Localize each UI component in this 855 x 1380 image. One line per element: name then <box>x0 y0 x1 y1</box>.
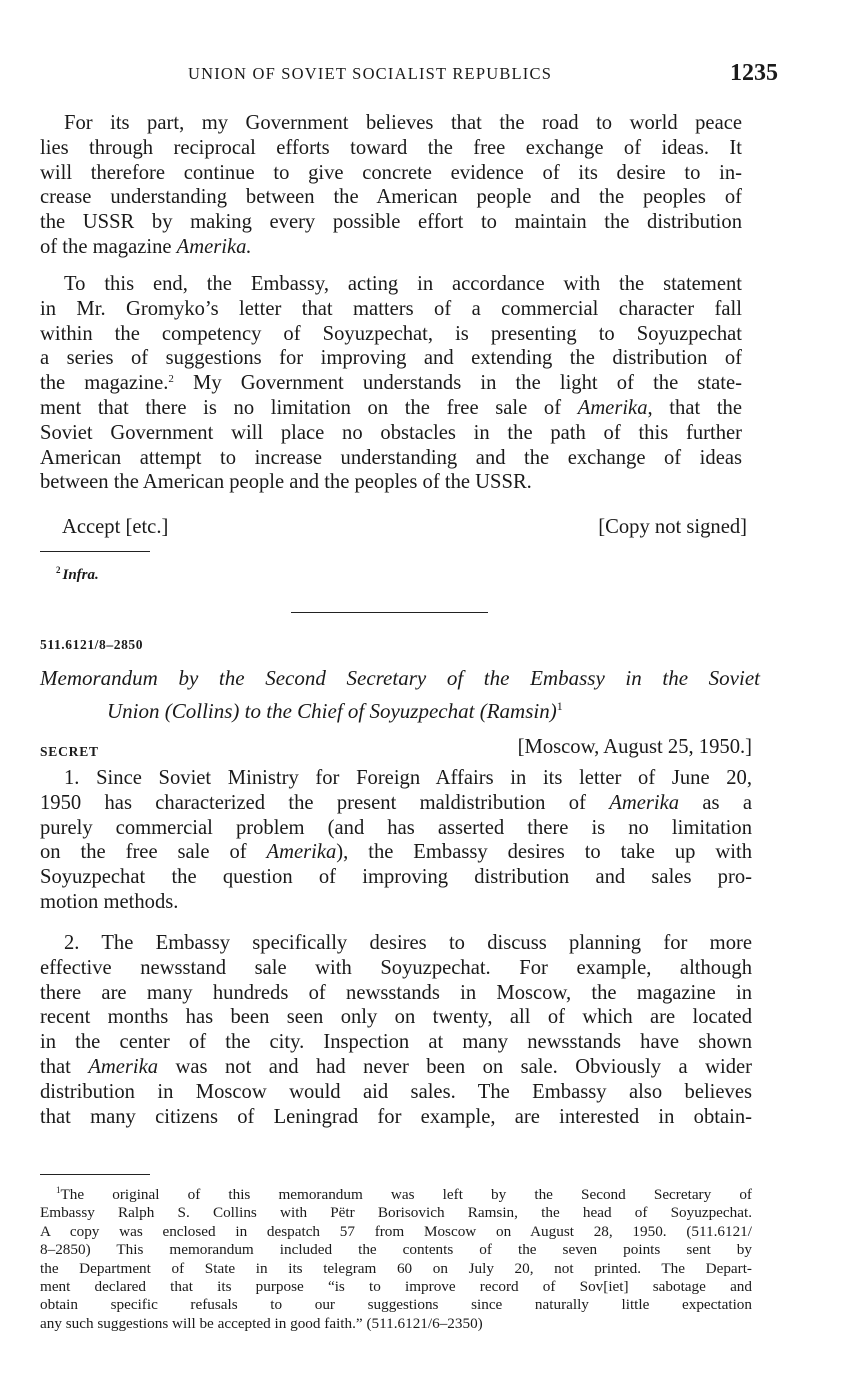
footnote-line: 8–2850) This memorandum included the contents of the seven points sent by <box>40 1241 752 1259</box>
magazine-title: Amerika <box>577 396 648 419</box>
running-title: UNION OF SOVIET SOCIALIST REPUBLICS <box>188 64 553 83</box>
classification-label: SECRET <box>40 744 99 759</box>
text-line: lies through reciprocal efforts toward the free exchange of ideas. It <box>40 136 742 159</box>
footnote-2 <box>56 565 99 584</box>
text-line: crease understanding between the American people and the peoples of <box>40 186 742 209</box>
dateline: [Moscow, August 25, 1950.] <box>517 736 752 758</box>
closing-phrase: Accept [etc.] <box>62 516 169 538</box>
classification-row <box>40 736 752 764</box>
file-number: 511.6121/8–2850 <box>40 637 144 652</box>
text-line: the USSR by making every possible effort to maintain the distribution <box>40 211 742 234</box>
page-number: 1235 <box>730 60 778 86</box>
footnote-line: Embassy Ralph S. Collins with Pëtr Borisovich Ramsin, the head of Soyuzpechat. <box>40 1204 752 1222</box>
text-line: To this end, the Embassy, acting in accordance with the statement <box>64 273 742 295</box>
footnote-line: A copy was enclosed in despatch 57 from Moscow on August 28, 1950. (511.6121/ <box>40 1222 752 1240</box>
text-line: there are many hundreds of newsstands in Moscow, the magazine in <box>40 981 752 1004</box>
text-line: that many citizens of Leningrad for example, are interested in obtain- <box>40 1105 752 1128</box>
signature-note: [Copy not signed] <box>598 516 747 538</box>
footnote-text: Infra. <box>62 567 99 583</box>
text-line: the magazine.$^2$ My Government understands in the light of the state- <box>40 372 742 395</box>
footnote-marker: 1 <box>56 1185 61 1195</box>
closing-row <box>62 516 747 542</box>
text-line: Soviet Government will place no obstacles in the path of this further <box>40 421 742 444</box>
text-line: 2. The Embassy specifically desires to discuss planning for more <box>64 932 752 954</box>
text-line: in the center of the city. Inspection at many newsstands have shown <box>40 1031 752 1054</box>
section-divider <box>291 612 488 613</box>
footnote-divider <box>40 551 150 552</box>
text-line: American attempt to increase understanding and the exchange of ideas <box>40 446 742 469</box>
memo-title <box>40 664 760 725</box>
text-line: between the American people and the peoples of the USSR. <box>40 471 532 494</box>
text-line: effective newsstand sale with Soyuzpechat. For example, although <box>40 956 752 979</box>
letter-paragraph-1 <box>40 111 742 260</box>
magazine-title: Amerika <box>609 791 680 814</box>
footnote-line: any such suggestions will be accepted in good faith.” (511.6121/6–2350) <box>40 1314 483 1332</box>
text-line: will therefore continue to give concrete evidence of its desire to in- <box>40 161 742 184</box>
footnote-reference: 1 <box>556 699 563 713</box>
footnote-line: obtain specific refusals to our suggestions since naturally little expectation <box>40 1296 752 1314</box>
footnote-line: ment declared that its purpose “is to improve record of Sov[iet] sabotage and <box>40 1278 752 1296</box>
text-line: ment that there is no limitation on the free sale of Amerika, that the <box>40 396 742 419</box>
text-line: recent months has been seen only on twenty, all of which are located <box>40 1006 752 1029</box>
magazine-title: Amerika <box>266 841 337 864</box>
footnote-line: the Department of State in its telegram 60 on July 20, not printed. The Depart- <box>40 1259 752 1277</box>
text-line: on the free sale of Amerika), the Embassy desires to take up with <box>40 841 752 864</box>
footnote-marker: 2 <box>56 565 61 575</box>
memo-paragraph-1 <box>40 766 752 915</box>
text-line: in Mr. Gromyko’s letter that matters of a commercial character fall <box>40 297 742 320</box>
text-line: purely commercial problem (and has asserted there is no limitation <box>40 816 752 839</box>
text-line: a series of suggestions for improving and extending the distribution of <box>40 347 742 370</box>
text-line: of the magazine Amerika. <box>40 235 252 258</box>
running-head <box>40 60 778 90</box>
text-line: 1. Since Soviet Ministry for Foreign Affairs in its letter of June 20, <box>64 767 752 789</box>
text-line: that Amerika was not and had never been on sale. Obviously a wider <box>40 1055 752 1078</box>
text-line: distribution in Moscow would aid sales. The Embassy also believes <box>40 1080 752 1103</box>
footnote-line: $^1$The original of this memorandum was left by the Second Secretary of <box>56 1185 752 1203</box>
text-line: 1950 has characterized the present maldistribution of Amerika as a <box>40 791 752 814</box>
text-line: motion methods. <box>40 890 179 913</box>
memo-paragraph-2 <box>40 931 752 1129</box>
text-line: within the competency of Soyuzpechat, is presenting to Soyuzpechat <box>40 322 742 345</box>
footnote-reference: 2 <box>168 373 174 386</box>
letter-paragraph-2 <box>40 272 742 495</box>
footnote-divider <box>40 1174 150 1175</box>
magazine-title: Amerika <box>88 1055 159 1078</box>
text-line: Soyuzpechat the question of improving distribution and sales pro- <box>40 866 752 889</box>
magazine-title: Amerika. <box>176 235 252 258</box>
text-line: For its part, my Government believes that the road to world peace <box>64 112 742 134</box>
memo-title-line: Union (Collins) to the Chief of Soyuzpechat $(Ramsin)^1$ <box>107 699 563 723</box>
footnote-1 <box>40 1186 752 1333</box>
memo-title-line: Memorandum by the Second Secretary of the Embassy in the Soviet <box>40 666 760 690</box>
